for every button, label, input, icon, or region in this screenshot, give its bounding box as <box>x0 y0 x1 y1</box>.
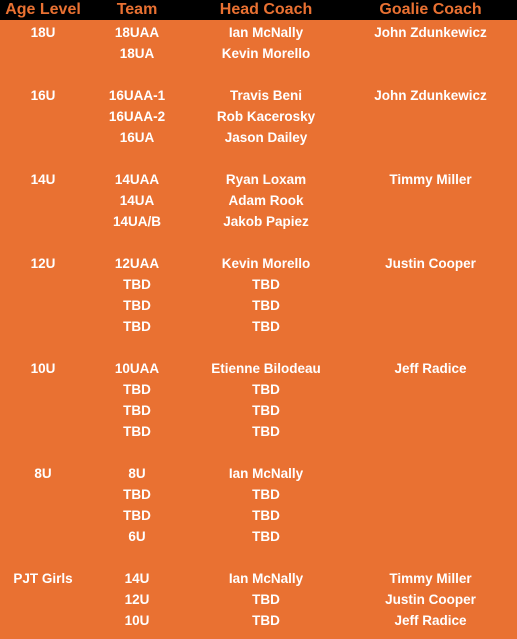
goalie-coach-cell <box>344 232 517 253</box>
team-cell <box>86 337 188 358</box>
team-cell: 10U <box>124 613 150 628</box>
team-cell <box>86 232 188 253</box>
team-cell: TBD <box>123 403 151 418</box>
goalie-coach-cell <box>344 106 517 127</box>
head-coach-cell: TBD <box>252 592 280 607</box>
head-coach-cell: Etienne Bilodeau <box>211 361 321 376</box>
age-level-cell <box>0 400 86 421</box>
team-cell: 8U <box>128 466 146 481</box>
head-coach-cell: TBD <box>252 508 280 523</box>
head-coach-cell <box>188 547 344 568</box>
head-coach-cell <box>188 64 344 85</box>
age-level-cell: 12U <box>30 256 56 271</box>
goalie-coach-cell <box>344 190 517 211</box>
age-level-cell <box>0 64 86 85</box>
goalie-coach-cell <box>344 484 517 505</box>
header-row <box>0 0 517 20</box>
goalie-coach-cell <box>344 442 517 463</box>
head-coach-cell: Jason Dailey <box>224 130 308 145</box>
age-level-cell <box>0 106 86 127</box>
head-coach-cell: TBD <box>252 424 280 439</box>
goalie-coach-cell <box>344 505 517 526</box>
age-level-cell <box>0 484 86 505</box>
age-level-cell <box>0 295 86 316</box>
age-level-cell <box>0 547 86 568</box>
head-coach-cell: Ian McNally <box>228 571 304 586</box>
goalie-coach-cell <box>344 43 517 64</box>
head-coach-cell: Ian McNally <box>228 25 304 40</box>
head-coach-cell <box>188 442 344 463</box>
age-level-cell <box>0 148 86 169</box>
team-cell: 12UAA <box>114 256 160 271</box>
team-cell <box>86 148 188 169</box>
head-coach-cell: Ryan Loxam <box>225 172 307 187</box>
head-coach-cell: Kevin Morello <box>221 256 311 271</box>
age-level-cell <box>0 211 86 232</box>
team-cell: TBD <box>123 298 151 313</box>
header-head-coach: Head Coach <box>219 1 313 18</box>
age-level-cell <box>0 442 86 463</box>
goalie-coach-cell <box>344 64 517 85</box>
team-cell: TBD <box>123 508 151 523</box>
age-level-cell <box>0 274 86 295</box>
age-level-cell: 18U <box>30 25 56 40</box>
goalie-coach-cell <box>344 274 517 295</box>
header-age-level: Age Level <box>5 1 81 18</box>
team-cell <box>86 64 188 85</box>
age-level-cell <box>0 505 86 526</box>
team-cell: 14UAA <box>114 172 160 187</box>
head-coach-cell <box>188 337 344 358</box>
goalie-coach-cell <box>344 337 517 358</box>
team-cell: 18UA <box>119 46 155 61</box>
age-level-cell: 10U <box>30 361 56 376</box>
team-cell: 14UA <box>119 193 155 208</box>
head-coach-cell <box>188 148 344 169</box>
team-cell: TBD <box>123 382 151 397</box>
head-coach-cell <box>188 232 344 253</box>
age-level-cell <box>0 421 86 442</box>
age-level-cell: 14U <box>30 172 56 187</box>
team-cell: TBD <box>123 424 151 439</box>
head-coach-cell: TBD <box>252 277 280 292</box>
team-cell: 18UAA <box>114 25 160 40</box>
head-coach-cell: Rob Kacerosky <box>216 109 316 124</box>
age-level-cell <box>0 526 86 547</box>
team-cell <box>86 547 188 568</box>
team-cell: 16UAA-2 <box>108 109 166 124</box>
age-level-cell <box>0 127 86 148</box>
team-cell: TBD <box>123 487 151 502</box>
goalie-coach-cell <box>344 379 517 400</box>
goalie-coach-cell: Justin Cooper <box>385 256 476 271</box>
head-coach-cell: TBD <box>252 298 280 313</box>
head-coach-cell: Jakob Papiez <box>223 214 309 229</box>
age-level-cell: 16U <box>30 88 56 103</box>
goalie-coach-cell: John Zdunkewicz <box>374 25 487 40</box>
goalie-coach-cell <box>344 526 517 547</box>
age-level-cell: 8U <box>34 466 52 481</box>
head-coach-cell: TBD <box>252 613 280 628</box>
team-cell: 14UA/B <box>112 214 161 229</box>
team-cell: 6U <box>128 529 146 544</box>
head-coach-cell: Adam Rook <box>228 193 304 208</box>
goalie-coach-cell: Jeff Radice <box>394 613 467 628</box>
goalie-coach-cell <box>344 316 517 337</box>
age-level-cell <box>0 610 86 631</box>
team-cell: TBD <box>123 319 151 334</box>
team-cell: 16UAA-1 <box>108 88 166 103</box>
head-coach-cell: Kevin Morello <box>221 46 311 61</box>
goalie-coach-cell <box>344 421 517 442</box>
age-level-cell <box>0 337 86 358</box>
goalie-coach-cell <box>344 127 517 148</box>
age-level-cell <box>0 43 86 64</box>
goalie-coach-cell: John Zdunkewicz <box>374 88 487 103</box>
goalie-coach-cell: Timmy Miller <box>389 571 472 586</box>
age-level-cell <box>0 316 86 337</box>
head-coach-cell: TBD <box>252 382 280 397</box>
head-coach-cell: Travis Beni <box>229 88 303 103</box>
age-level-cell: PJT Girls <box>13 571 73 586</box>
goalie-coach-cell: Timmy Miller <box>389 172 472 187</box>
age-level-cell <box>0 190 86 211</box>
goalie-coach-cell <box>344 463 517 484</box>
team-cell: TBD <box>123 277 151 292</box>
goalie-coach-cell <box>344 211 517 232</box>
age-level-cell <box>0 589 86 610</box>
header-team: Team <box>116 1 158 18</box>
head-coach-cell: TBD <box>252 319 280 334</box>
goalie-coach-cell: Justin Cooper <box>385 592 476 607</box>
header-goalie-coach: Goalie Coach <box>379 1 482 18</box>
head-coach-cell: TBD <box>252 529 280 544</box>
goalie-coach-cell <box>344 295 517 316</box>
age-level-cell <box>0 232 86 253</box>
head-coach-cell: Ian McNally <box>228 466 304 481</box>
goalie-coach-cell <box>344 547 517 568</box>
goalie-coach-cell: Jeff Radice <box>394 361 467 376</box>
age-level-cell <box>0 379 86 400</box>
team-cell <box>86 442 188 463</box>
team-cell: 12U <box>124 592 150 607</box>
goalie-coach-cell <box>344 148 517 169</box>
head-coach-cell: TBD <box>252 403 280 418</box>
goalie-coach-cell <box>344 400 517 421</box>
team-cell: 16UA <box>119 130 155 145</box>
team-cell: 14U <box>124 571 150 586</box>
team-cell: 10UAA <box>114 361 160 376</box>
head-coach-cell: TBD <box>252 487 280 502</box>
